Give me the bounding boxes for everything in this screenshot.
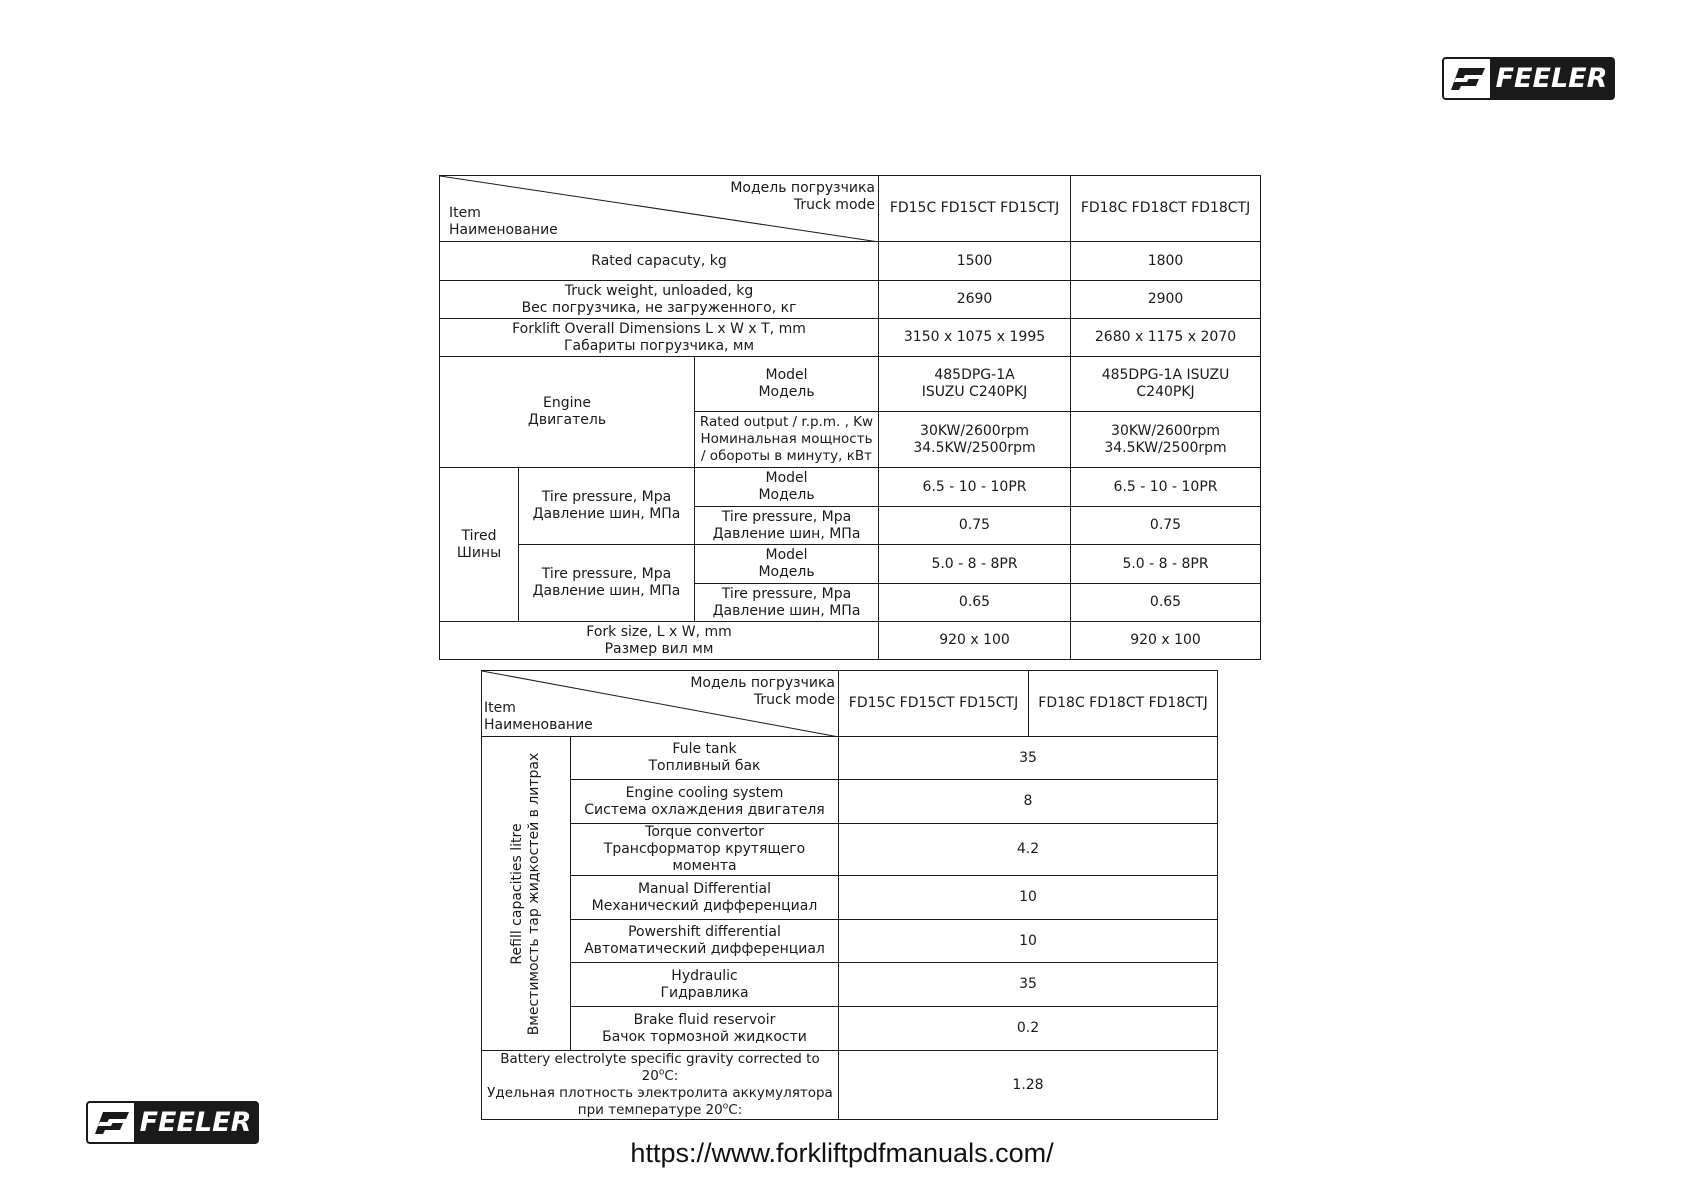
refill-row-value: 35 <box>839 963 1218 1007</box>
degree-mark: o <box>722 1101 729 1112</box>
engine-en: Engine <box>543 395 591 411</box>
tires-g2-model-en: Model <box>765 547 808 563</box>
refill-row-en: Fule tank <box>672 741 737 757</box>
feeler-mark-icon <box>88 1103 134 1142</box>
refill-row-label <box>571 963 839 1007</box>
engine-output-a-line2: 34.5KW/2500rpm <box>913 439 1036 456</box>
refill-row-ru: Автоматический дифференциал <box>584 941 825 957</box>
tires-g2-model-label <box>695 545 879 584</box>
header-model-ru: Модель погрузчика <box>690 675 835 691</box>
battery-gravity-en <box>485 1051 835 1085</box>
refill-table <box>481 670 1218 1120</box>
engine-model-a <box>879 357 1071 412</box>
refill-row-ru: Бачок тормозной жидкости <box>602 1028 807 1045</box>
engine-output-b-line1: 30KW/2600rpm <box>1111 422 1220 439</box>
tires-group1-label <box>519 468 695 545</box>
engine-ru: Двигатель <box>527 412 607 428</box>
refill-row-en: Powershift differential <box>628 924 781 940</box>
rated-capacity-a: 1500 <box>879 242 1071 281</box>
engine-label <box>440 357 695 468</box>
refill-capacities-label <box>482 737 571 1051</box>
refill-row-en: Brake fluid reservoir <box>633 1011 776 1028</box>
tires-group2-label <box>519 545 695 622</box>
dimensions-label <box>440 319 879 357</box>
refill-row-ru: Гидравлика <box>660 984 749 1001</box>
refill-row-ru: Топливный бак <box>648 758 761 774</box>
engine-output-ru-1: Номинальная мощность <box>700 431 873 447</box>
refill-row-value: 10 <box>839 876 1218 920</box>
tires-group2-en: Tire pressure, Mpa <box>541 566 672 582</box>
tires-g1-model-a: 6.5 - 10 - 10PR <box>879 468 1071 507</box>
truck-weight-label <box>440 281 879 319</box>
header-model-ru: Модель погрузчика <box>730 180 876 196</box>
tires-g2-pressure-ru: Давление шин, МПа <box>712 602 861 619</box>
table2-header-diagonal <box>482 671 839 737</box>
battery-suffix-3: C: <box>728 1102 743 1118</box>
tires-g1-pressure-b: 0.75 <box>1071 507 1261 545</box>
refill-row-value: 8 <box>839 780 1218 824</box>
refill-row-label <box>571 920 839 963</box>
refill-row-label <box>571 780 839 824</box>
refill-row-en: Engine cooling system <box>625 784 784 801</box>
fork-size-en: Fork size, L x W, mm <box>586 623 732 640</box>
engine-output-en: Rated output / r.p.m. , Kw <box>699 414 874 430</box>
truck-weight-a: 2690 <box>879 281 1071 319</box>
table1-header-diagonal <box>440 176 879 242</box>
tires-g2-pressure-a: 0.65 <box>879 584 1071 622</box>
fork-size-ru: Размер вил мм <box>604 640 714 657</box>
battery-gravity-value: 1.28 <box>839 1051 1218 1120</box>
degree-mark: o <box>658 1067 665 1078</box>
battery-gravity-label <box>482 1051 839 1120</box>
battery-gravity-ru: Удельная плотность электролита аккумулятора <box>487 1085 833 1101</box>
footer-url[interactable]: https://www.forkliftpdfmanuals.com/ <box>630 1138 1054 1168</box>
header-model-en: Truck mode <box>793 197 876 213</box>
header-item-ru: Наименование <box>449 222 558 238</box>
tires-g1-model-en: Model <box>765 470 808 486</box>
tires-g2-model-ru: Модель <box>758 564 815 580</box>
tires-group1-ru: Давление шин, МПа <box>532 506 681 522</box>
fork-size-label <box>440 622 879 660</box>
battery-temperature-ru <box>485 1102 835 1119</box>
refill-row-ru: Система охлаждения двигателя <box>584 801 825 818</box>
refill-capacities-en: Refill capacities litre <box>509 822 525 965</box>
dimensions-b: 2680 x 1175 x 2070 <box>1071 319 1261 357</box>
refill-row-ru: Механический дифференциал <box>591 897 818 914</box>
tires-ru: Шины <box>456 544 502 561</box>
tires-group1-en: Tire pressure, Mpa <box>541 489 672 505</box>
battery-text-3: при температуре 20 <box>577 1102 723 1118</box>
tires-g2-pressure-b: 0.65 <box>1071 584 1261 622</box>
tires-g1-pressure-en: Tire pressure, Mpa <box>721 508 852 525</box>
engine-model-b-line2: C240PKJ <box>1136 384 1195 400</box>
engine-model-b <box>1071 357 1261 412</box>
refill-row-value: 35 <box>839 737 1218 780</box>
tires-g2-model-a: 5.0 - 8 - 8PR <box>879 545 1071 584</box>
brand-name: FEELER <box>1495 63 1608 94</box>
header-model-b: FD18C FD18CT FD18CTJ <box>1029 671 1218 737</box>
tires-g1-pressure-ru: Давление шин, МПа <box>712 525 861 542</box>
header-item-ru: Наименование <box>484 717 593 733</box>
header-item-en: Item <box>484 700 516 716</box>
engine-model-en: Model <box>765 367 808 383</box>
tires-g2-model-b: 5.0 - 8 - 8PR <box>1071 545 1261 584</box>
header-model-en: Truck mode <box>753 692 835 708</box>
tires-g2-pressure-label <box>695 584 879 622</box>
tires-en: Tired <box>461 527 497 544</box>
tires-g1-model-b: 6.5 - 10 - 10PR <box>1071 468 1261 507</box>
header-model-a: FD15C FD15CT FD15CTJ <box>839 671 1029 737</box>
tires-g1-pressure-label <box>695 507 879 545</box>
refill-row-en: Manual Differential <box>637 880 772 897</box>
engine-model-b-line1: 485DPG-1A ISUZU <box>1101 367 1230 383</box>
refill-row-value: 10 <box>839 920 1218 963</box>
tires-g1-model-label <box>695 468 879 507</box>
engine-model-label <box>695 357 879 412</box>
rated-capacity-b: 1800 <box>1071 242 1261 281</box>
battery-suffix-1: C: <box>664 1068 679 1084</box>
feeler-mark-icon <box>1444 59 1490 98</box>
spec-table-main <box>439 175 1261 660</box>
tires-g1-model-ru: Модель <box>758 487 815 503</box>
fork-size-a: 920 x 100 <box>879 622 1071 660</box>
refill-row-ru: Трансформатор крутящего момента <box>603 841 806 874</box>
refill-row-label <box>571 1007 839 1051</box>
feeler-logo <box>1442 57 1615 100</box>
engine-output-b <box>1071 412 1261 468</box>
truck-weight-b: 2900 <box>1071 281 1261 319</box>
refill-row-label <box>571 737 839 780</box>
engine-output-ru-2: / обороты в минуту, кВт <box>700 448 873 464</box>
refill-row-en: Hydraulic <box>671 967 738 984</box>
tires-g2-pressure-en: Tire pressure, Mpa <box>721 585 852 602</box>
engine-model-a-line2: ISUZU C240PKJ <box>921 384 1028 400</box>
refill-row-value: 4.2 <box>839 824 1218 876</box>
engine-output-a <box>879 412 1071 468</box>
tires-g1-pressure-a: 0.75 <box>879 507 1071 545</box>
refill-row-value: 0.2 <box>839 1007 1218 1051</box>
battery-text-1: Battery electrolyte specific gravity corrected to 20 <box>500 1051 820 1084</box>
dimensions-en: Forklift Overall Dimensions L x W x T, mm <box>512 320 806 337</box>
refill-row-label <box>571 876 839 920</box>
engine-model-a-line1: 485DPG-1A <box>934 367 1015 383</box>
truck-weight-en: Truck weight, unloaded, kg <box>564 282 754 299</box>
engine-output-a-line1: 30KW/2600rpm <box>920 422 1029 439</box>
engine-output-label <box>695 412 879 468</box>
fork-size-b: 920 x 100 <box>1071 622 1261 660</box>
truck-weight-ru: Вес погрузчика, не загруженного, кг <box>521 299 797 316</box>
refill-capacities-ru: Вместимость тар жидкостей в литрах <box>526 752 542 1035</box>
refill-row-label <box>571 824 839 876</box>
header-item-en: Item <box>449 205 481 221</box>
header-model-b: FD18C FD18CT FD18CTJ <box>1071 176 1261 242</box>
rated-capacity-label: Rated capacuty, kg <box>440 242 879 281</box>
dimensions-ru: Габариты погрузчика, мм <box>563 337 755 354</box>
dimensions-a: 3150 x 1075 x 1995 <box>879 319 1071 357</box>
brand-name: FEELER <box>139 1107 252 1138</box>
engine-output-b-line2: 34.5KW/2500rpm <box>1104 439 1227 456</box>
engine-model-ru: Модель <box>758 384 815 400</box>
refill-row-en: Torque convertor <box>645 824 764 840</box>
tires-group2-ru: Давление шин, МПа <box>532 583 681 599</box>
header-model-a: FD15C FD15CT FD15CTJ <box>879 176 1071 242</box>
tires-label <box>440 468 519 622</box>
